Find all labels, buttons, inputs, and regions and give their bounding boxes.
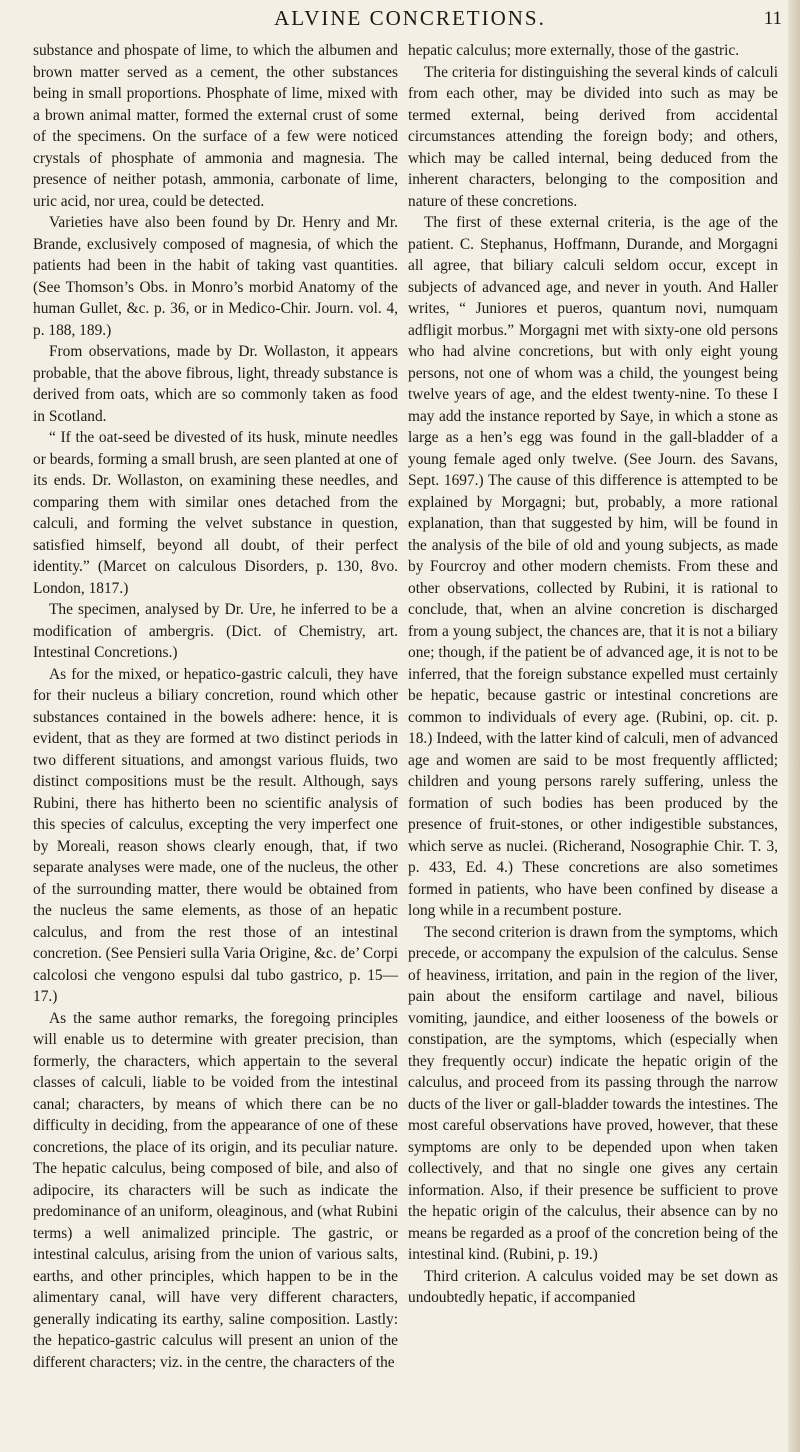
right-column [408,40,778,1309]
paragraph: The first of these external criteria, is the age of the patient. C. Stephanus, Hoffmann, Durande, and Morgagni all agree, that biliary calculi seldom occur, except in subjects of advanced age, and never in youth. And Haller writes, “ Juniores et pueros, quantum novi, numquam adfligit morbus.” Morgagni met with sixty-one old persons who had alvine concretions, but with only eight young persons, not one of whom was a child, the youngest being twelve years of age, and the eldest twenty-nine. To these I may add the instance reported by Saye, in which a stone as large as a hen’s egg was found in the gall-bladder of a young female aged only twelve. (See Journ. des Savans, Sept. 1697.) The cause of this difference is attempted to be explained by Morgagni; but, probably, a more rational explanation, than that suggested by him, will be found in the analysis of the bile of old and young subjects, as made by Fourcroy and other modern chemists. From these and other observations, collected by Rubini, it is rational to conclude, that, when an alvine concretion is discharged from a young subject, the chances are, that it is not a biliary one; though, if the patient be of advanced age, it is not to be inferred, that the foreign substance expelled must certainly be hepatic, because gastric or intestinal concretions are common to individuals of every age. (Rubini, op. cit. p. 18.) Indeed, with the latter kind of calculi, men of advanced age and women are said to be most frequently afflicted; children and young persons rarely suffering, unless the formation of such bodies has been produced by the presence of fruit-stones, or other indigestible substances, which serve as nuclei. (Richerand, Nosographie Chir. T. 3, p. 433, Ed. 4.) These concretions are also sometimes formed in patients, who have been confined by disease a long while in a recumbent posture. [408,214,778,919]
page-number: 11 [763,8,782,29]
page-header [30,6,790,36]
page-edge-shadow [788,0,800,1452]
paragraph: As the same author remarks, the foregoing principles will enable us to determine with greater precision, than formerly, the characters, which appertain to the several classes of calculi, liable to be voided from the intestinal canal; characters, by means of which there can be no difficulty in deciding, from the appearance of one of these concretions, the place of its origin, and its peculiar nature. The hepatic calculus, being composed of bile, and also of adipocire, its characters will be such as indicate the predominance of an uniform, oleaginous, and (what Rubini terms) a well animalized principle. The gastric, or intestinal calculus, arising from the union of various salts, earths, and other principles, which happen to be in the alimentary canal, will have very different characters, generally indicating its earthy, saline composition. Lastly: the hepatico-gastric calculus will present an union of the different characters; viz. in the centre, the characters of the [33,1009,398,1371]
paragraph: Third criterion. A calculus voided may be set down as undoubtedly hepatic, if accompanied [408,1267,778,1306]
running-head: ALVINE CONCRETIONS. [274,6,546,30]
paragraph: The criteria for distinguishing the several kinds of calculi from each other, may be divided into such as may be termed external, being derived from accidental circumstances attending the foreign body; and others, which may be called internal, being deduced from the inherent characters, belonging to the composition and nature of these concretions. [408,63,778,210]
paragraph: “ If the oat-seed be divested of its husk, minute needles or beards, forming a small brush, are seen planted at one of its ends. Dr. Wollaston, on examining these needles, and comparing them with similar ones detached from the calculi, and forming the velvet substance in question, satisfied himself, beyond all doubt, of their perfect identity.” (Marcet on calculous Disorders, p. 130, 8vo. London, 1817.) [33,429,398,597]
paragraph: Varieties have also been found by Dr. Henry and Mr. Brande, exclusively composed of magnesia, of which the patients had been in the habit of taking vast quantities. (See Thomson’s Obs. in Monro’s morbid Anatomy of the human Gullet, &c. p. 36, or in Medico-Chir. Journ. vol. 4, p. 188, 189.) [33,214,398,339]
paragraph: The second criterion is drawn from the symptoms, which precede, or accompany the expulsion of the calculus. Sense of heaviness, irritation, and pain in the region of the liver, pain about the ensiform cartilage and navel, bilious vomiting, jaundice, and either looseness of the bowels or constipation, are the symptoms, which (especially when they frequently occur) indicate the hepatic origin of the calculus, and proceed from its passing through the narrow ducts of the liver or gall-bladder towards the intestines. The most careful observations have proved, however, that these symptoms are only to be depended upon when taken collectively, and that no single one gives any certain information. Also, if their presence be sufficient to prove the hepatic origin of the calculus, their absence can by no means be regarded as a proof of the concretion being of the intestinal kind. (Rubini, p. 19.) [408,923,778,1263]
paragraph: From observations, made by Dr. Wollaston, it appears probable, that the above fibrous, light, thready substance is derived from oats, which are so commonly taken as food in Scotland. [33,343,398,425]
paragraph: The specimen, analysed by Dr. Ure, he inferred to be a modification of ambergris. (Dict. of Chemistry, art. Intestinal Concretions.) [33,601,398,661]
paragraph: hepatic calculus; more externally, those of the gastric. [408,42,740,59]
left-column [33,40,398,1373]
paragraph: As for the mixed, or hepatico-gastric calculi, they have for their nucleus a biliary concretion, round which other substances contained in the bowels adhere: hence, it is evident, that as they are formed at two distinct periods in two different situations, and amongst various fluids, two distinct compositions must be the result. Although, says Rubini, there has hitherto been no scientific analysis of this species of calculus, excepting the very imperfect one by Moreali, reason shows clearly enough, that, if two separate analyses were made, one of the nucleus, the other of the surrounding matter, there would be obtained from the nucleus the same elements, as those of an hepatic calculus, and from the rest those of an intestinal concretion. (See Pensieri sulla Varia Origine, &c. de’ Corpi calcolosi che vengono espulsi dal tubo gastrico, p. 15—17.) [33,665,398,1005]
paragraph: substance and phospate of lime, to which the albumen and brown matter served as a cement, the other substances being in small proportions. Phosphate of lime, mixed with a brown animal matter, formed the external crust of some of the specimens. On the surface of a few were noticed crystals of phosphate of ammonia and magnesia. The presence of neither potash, ammonia, carbonate of lime, uric acid, nor urea, could be detected. [33,42,398,210]
